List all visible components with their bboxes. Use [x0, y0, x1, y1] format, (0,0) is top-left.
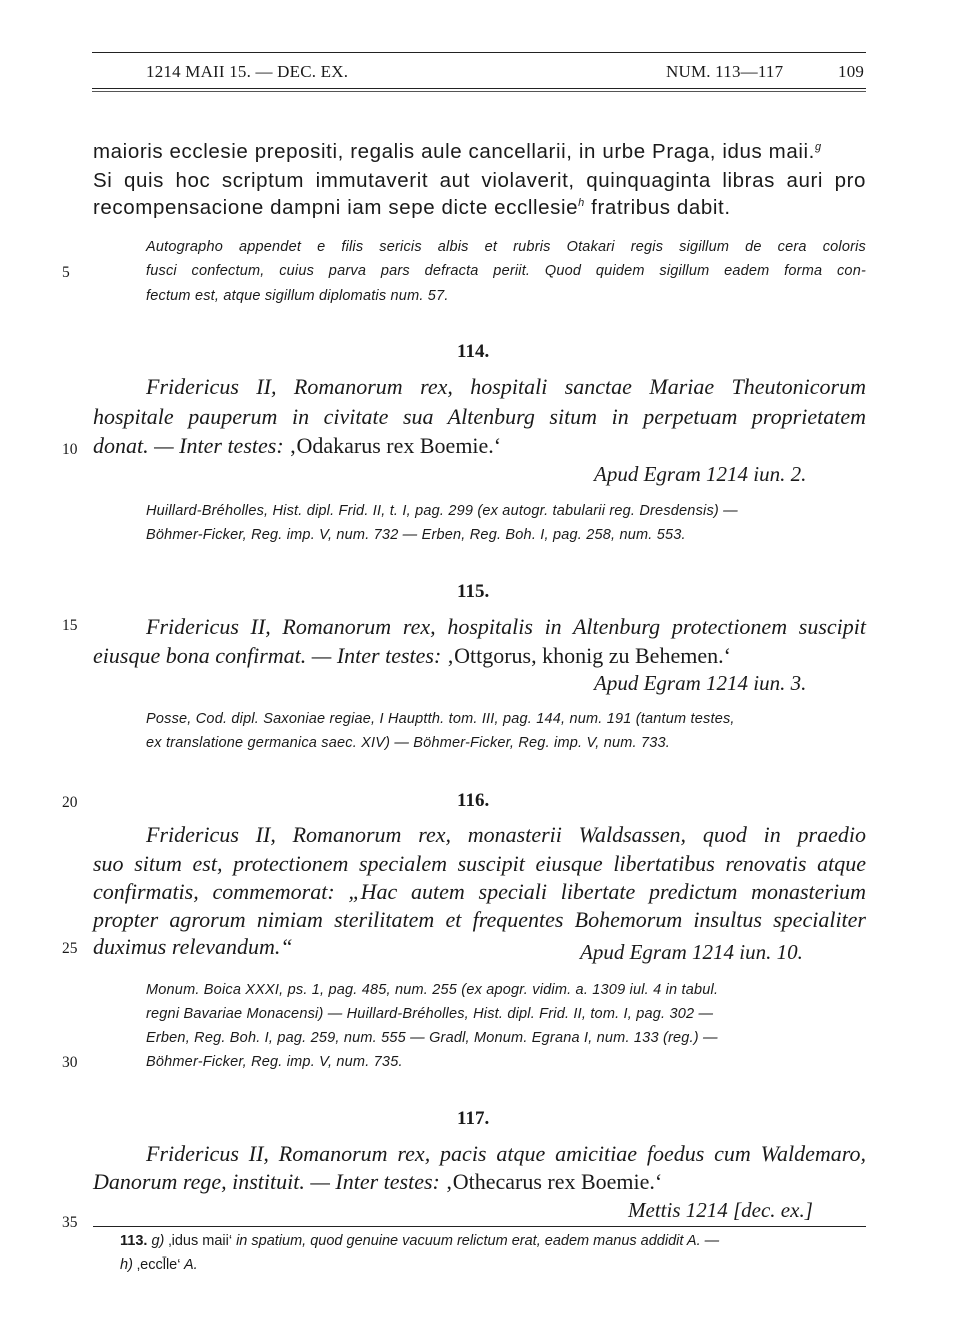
entry-114-source-2: Böhmer-Ficker, Reg. imp. V, num. 732 — Erben, Reg. Boh. I, pag. 258, num. 553.	[146, 527, 686, 543]
entry-115-witness: ‚Ottgorus, khonig zu Behemen.‘	[446, 643, 731, 668]
entry-114-dated: Apud Egram 1214 iun. 2.	[594, 462, 807, 486]
entry-116-line-1: Fridericus II, Romanorum rex, monasterii Waldsassen, quod in praedio	[146, 822, 866, 847]
footnote-ref: 113.	[120, 1233, 148, 1249]
line-number-15: 15	[62, 617, 78, 634]
line-number-30: 30	[62, 1054, 78, 1071]
footnote-mark-g-note: g)	[151, 1233, 165, 1249]
entry-115-source-2: ex translatione germanica saec. XIV) — Böhmer-Ficker, Reg. imp. V, num. 733.	[146, 735, 670, 751]
running-head-right: NUM. 113—117	[666, 62, 784, 81]
entry-115-source-1: Posse, Cod. dipl. Saxoniae regiae, I Hauptth. tom. III, pag. 144, num. 191 (tantum testes,	[146, 711, 735, 727]
intro-line-3-b: fratribus dabit.	[584, 196, 731, 219]
seal-note-line-2: fusci confectum, cuius parva pars defracta periit. Quod quidem sigillum eadem forma con-	[146, 263, 866, 279]
entry-114-line-3	[93, 433, 501, 459]
footnote-mark-g: g	[814, 141, 822, 154]
line-number-10: 10	[62, 441, 78, 458]
intro-line-1-text: maioris ecclesie prepositi, regalis aule cancellarii, in urbe Praga, idus maii.	[93, 140, 815, 163]
entry-117-line-2	[93, 1169, 662, 1195]
entry-117-line-1: Fridericus II, Romanorum rex, pacis atque amicitiae foedus cum Waldemaro,	[146, 1141, 866, 1166]
entry-114-line-2: hospitale pauperum in civitate sua Altenburg situm in perpetuam proprietatem	[93, 404, 866, 429]
page-number: 109	[838, 62, 865, 81]
footnote-text-h: A.	[180, 1257, 198, 1273]
intro-line-1	[93, 140, 822, 164]
entry-116-line-4: propter agrorum nimiam sterilitatem et frequentes Bohemorum insultus specialiter	[93, 907, 866, 932]
intro-line-2	[93, 169, 866, 193]
footnote-text-g: in spatium, quod genuine vacuum relictum erat, eadem manus addidit A. —	[232, 1233, 720, 1249]
header-bottom-rule	[92, 88, 866, 89]
entry-114-source-1: Huillard-Bréholles, Hist. dipl. Frid. II, t. I, pag. 299 (ex autogr. tabularii reg. Dresdensis) —	[146, 503, 738, 519]
seal-note-line-1: Autographo appendet e filis sericis albis et rubris Otakari regis sigillum de cera coloris	[146, 239, 866, 255]
entry-116-source-4: Böhmer-Ficker, Reg. imp. V, num. 735.	[146, 1054, 403, 1070]
entry-115-line-2-it: eiusque bona confirmat. — Inter testes:	[93, 643, 447, 668]
footnote-quote-g: ‚idus maii‘	[164, 1233, 233, 1249]
footnote-line-2	[120, 1257, 198, 1273]
entry-116-source-2: regni Bavariae Monacensi) — Huillard-Bréholles, Hist. dipl. Frid. II, tom. I, pag. 302 —	[146, 1006, 714, 1022]
entry-116-dated: Apud Egram 1214 iun. 10.	[580, 940, 803, 964]
running-head-left: 1214 MAII 15. — DEC. EX.	[146, 62, 349, 81]
footnote-mark-h-note: h)	[120, 1257, 133, 1273]
line-number-25: 25	[62, 940, 78, 957]
entry-117-number: 117.	[457, 1108, 490, 1129]
line-number-5: 5	[62, 264, 70, 281]
entry-116-line-2: suo situm est, protectionem specialem suscipit eiusque libertatibus renovatis atque	[93, 851, 866, 876]
footnote-quote-h: ‚eccl̄le‘	[132, 1257, 181, 1273]
entry-114-witness: ‚Odakarus rex Boemie.‘	[289, 433, 502, 458]
entry-117-line-2-it: Danorum rege, instituit. — Inter testes:	[93, 1169, 446, 1194]
intro-line-3	[93, 196, 731, 220]
header-top-rule	[92, 52, 866, 53]
intro-line-3-a: recompensacione dampni iam sepe dicte eccllesie	[93, 196, 579, 219]
entry-115-number: 115.	[457, 581, 490, 602]
entry-116-line-5: duximus relevandum.“	[93, 934, 293, 959]
entry-114-line-3-it: donat. — Inter testes:	[93, 433, 290, 458]
entry-115-line-2	[93, 643, 731, 669]
entry-117-dated: Mettis 1214 [dec. ex.]	[628, 1198, 813, 1222]
line-number-35: 35	[62, 1214, 78, 1231]
entry-114-line-1: Fridericus II, Romanorum rex, hospitali sanctae Mariae Theutonicorum	[146, 374, 866, 399]
header-bottom-rule-2	[92, 91, 866, 92]
entry-115-dated: Apud Egram 1214 iun. 3.	[594, 671, 807, 695]
entry-116-line-3: confirmatis, commemorat: „Hac autem speciali libertate predictum monasterium	[93, 879, 866, 904]
intro-line-2-text: Si quis hoc scriptum immutaverit aut violaverit, quinquaginta libras auri pro	[93, 169, 866, 192]
footnote-line-1	[120, 1233, 719, 1249]
footnote-rule	[93, 1226, 866, 1227]
entry-116-source-3: Erben, Reg. Boh. I, pag. 259, num. 555 — Gradl, Monum. Egrana I, num. 133 (reg.) —	[146, 1030, 718, 1046]
line-number-20: 20	[62, 794, 78, 811]
seal-note-line-3: fectum est, atque sigillum diplomatis num. 57.	[146, 288, 449, 304]
entry-114-number: 114.	[457, 341, 490, 362]
entry-115-line-1: Fridericus II, Romanorum rex, hospitalis in Altenburg protectionem suscipit	[146, 614, 866, 639]
entry-116-number: 116.	[457, 790, 490, 811]
entry-116-source-1: Monum. Boica XXXI, ps. 1, pag. 485, num. 255 (ex apogr. vidim. a. 1309 iul. 4 in tabul.	[146, 982, 719, 998]
footnote-mark-h: h	[578, 197, 585, 210]
entry-117-witness: ‚Othecarus rex Boemie.‘	[445, 1169, 663, 1194]
